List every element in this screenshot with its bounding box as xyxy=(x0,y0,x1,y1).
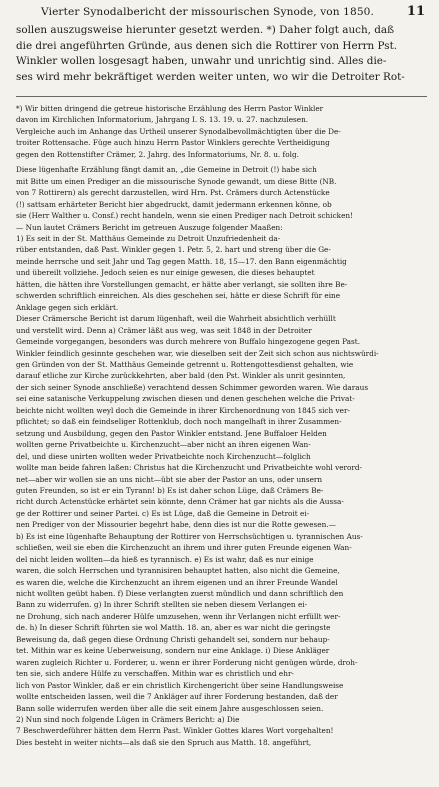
footnote-line: ten sie, sich andere Hülfe zu verschaffen. Mithin war es christlich und ehr- xyxy=(16,669,294,679)
footnote-line: lich von Pastor Winkler, daß er ein christlich Kirchengericht über seine Handlungsweise xyxy=(16,680,344,690)
footnote-line: de. h) In dieser Schrift führten sie wol Matth. 18. an, aber es war nicht die geringste xyxy=(16,623,331,633)
footnote-line: waren zugleich Richter u. Forderer, u. wenn er ihrer Forderung nicht genügen würde, droh- xyxy=(16,657,358,667)
running-head xyxy=(16,3,427,21)
footnote-line: 2) Nun sind noch folgende Lügen in Crämers Bericht: a) Die xyxy=(16,715,240,725)
footnote-line: richt durch Actenstücke erhärtet sein könnte, denn Crämer hat gar nichts als die Aussa- xyxy=(16,497,344,507)
footnote-line: ge der Rottirer und seiner Partei. c) Es ist Lüge, daß die Gemeine in Detroit ei- xyxy=(16,508,310,518)
footnote-line: 1) Es seit in der St. Matthäus Gemeinde zu Detroit Unzufriedenheit da- xyxy=(16,233,281,243)
footnote-line: schließen, weil sie eben die Kirchenzucht an ihrem und ihrer guten Freunde eigenen Wan- xyxy=(16,543,352,553)
running-head-title: Vierter Synodalbericht der missourischen Synode, von 1850. xyxy=(41,6,374,18)
footnote-line: *) Wir bitten dringend die getreue historische Erzählung des Herrn Pastor Winkler xyxy=(16,104,324,113)
footnote-line: Diese lügenhafte Erzählung fängt damit an, „die Gemeine in Detroit (!) habe sich xyxy=(16,165,317,175)
footnote-line: del nicht leiden wollten—da hieß es tyrannisch. e) Es ist wahr, daß es nur einige xyxy=(16,554,314,564)
footnote-line: rüber entstanden, daß Past. Winkler gegen 1. Petr. 5, 2. hart und streng über die Ge- xyxy=(16,245,331,255)
text-line: die drei angeführten Gründe, aus denen sich die Rottirer von Herrn Pst. xyxy=(16,39,398,52)
footnote-line: Vergleiche auch im Anhange das Urtheil unserer Synodalbevollmächtigten über die De- xyxy=(16,126,341,136)
footnote-line: pflichtet; so daß ein feindseliger Rottenklub, doch noch mangelhaft in ihrer Zusammen- xyxy=(16,417,342,427)
footnote-line: wollte man beide fahren laßen: Christus hat die Kirchenzucht und Privatbeichte wohl verord- xyxy=(16,463,363,473)
footnote-line: wollten gerne Privatbeichte u. Kirchenzucht—aber nicht an ihren eigenen Wan- xyxy=(16,440,311,450)
footnote-line: der sich seiner Synode anschließe) verachtend dessen Schimmer geworden waren. Wie daraus xyxy=(16,382,369,392)
footnote-line: b) Es ist eine lügenhafte Behauptung der Rottirer von Herrschsüchtigen u. tyrannischen Aus- xyxy=(16,531,363,541)
footnote-line: schwerden schriftlich einreichen. Als dies geschehen sei, hätte er diese Schrift für eine xyxy=(16,291,341,301)
footnote-line: davon im Kirchlichen Informatorium, Jahrgang I. S. 13. 19. u. 27. nachzulesen. xyxy=(16,115,309,125)
footnote-line: (!) sattsam erhärteter Bericht hier abgedruckt, damit jedermann erkennen könne, ob xyxy=(16,199,332,209)
footnote-line: — Nun lautet Crämers Bericht im getreuen Auszuge folgender Maaßen: xyxy=(16,222,283,232)
footnote-line: guten Freunden, so ist er ein Tyrann! b) Es ist daher schon Lüge, daß Crämers Be- xyxy=(16,485,324,495)
footnote-line: setzung und Ausbildung, gegen den Pastor Winkler entstand. Jene Buffaloer Helden xyxy=(16,428,327,438)
footnote-line: gegen den Rottenstifter Crämer, 2. Jahrg. des Informatoriums, Nr. 8. u. folg. xyxy=(16,149,299,159)
text-line: sollen auszugsweise hierunter gesetzt werden. *) Daher folgt auch, daß xyxy=(16,24,395,36)
footnote-line: ne Drohung, sich nach anderer Hülfe umzusehen, wenn ihr Verlangen nicht erfüllt wer- xyxy=(16,611,341,621)
footnote-line: sei eine satanische Verkuppelung zwischen diesen und denen geschehen welche die Privat- xyxy=(16,394,355,404)
main-text xyxy=(16,23,427,85)
text-line: ses wird mehr bekräftiget werden weiter unten, wo wir die Detroiter Rot- xyxy=(16,70,405,83)
footnote-line: Gemeinde vorgegangen, besonders was durch mehrere von Buffalo hingezogene gegen Past. xyxy=(16,337,361,347)
footnote-line: gen Gründen von der St. Matthäus Gemeinde getrennt u. Rottengottesdienst gehalten, wie xyxy=(16,359,354,369)
text-line: Winkler wollen losgesagt haben, unwahr und unrichtig sind. Alles die- xyxy=(16,55,387,67)
page-number: 11 xyxy=(406,4,425,19)
footnote-line: Winkler feindlich gesinnte geschehen war, wie dieselben seit der Zeit sich schon aus nichtswürdi- xyxy=(16,348,379,358)
footnote-line: darauf etliche zur Kirche zurückkehrten, aber bald (den Pst. Winkler als unrit gesinnten, xyxy=(16,371,346,381)
footnote-line: Beweisung da, daß gegen diese Ordnung Christi gehandelt sei, sondern nur behaup- xyxy=(16,634,330,644)
footnote-line: Bann zu widerrufen. g) In ihrer Schrift stellten sie neben diesem Verlangen ei- xyxy=(16,600,308,610)
footnote-line: und übereilt vollziehe. Jedoch seien es nur einige gewesen, die dieses behauptet xyxy=(16,268,315,278)
footnote-line: waren, die solch Herrschen und tyrannisiren behauptet hatten, also nicht die Gemeine, xyxy=(16,566,340,576)
footnote-line: net—aber wir wollen sie an uns nicht—übt sie aber der Pastor an uns, oder unsern xyxy=(16,474,323,484)
footnote-line: beichte nicht wollten weyl doch die Gemeinde in ihrer Kirchenordnung von 1845 sich ver- xyxy=(16,405,350,415)
footnote-line: troiter Rottensache. Füge auch hinzu Herrn Pastor Winklers gerechte Vertheidigung xyxy=(16,138,330,148)
footnote-line: Dies besteht in weiter nichts—als daß sie den Spruch aus Matth. 18. angeführt, xyxy=(16,737,312,747)
footnote-line: es waren die, welche die Kirchenzucht an ihrem eigenen und an ihrer Freunde Wandel xyxy=(16,577,338,587)
footnote-line: del, und diese unirten wollten weder Privatbeichte noch Kirchenzucht—folglich xyxy=(16,451,311,461)
footnote-line: Dieser Crämersche Bericht ist darum lügenhaft, weil die Wahrheit absichtlich verhüllt xyxy=(16,314,336,324)
footnote-separator xyxy=(16,96,427,97)
footnote-line: sie (Herr Walther u. Consf.) recht handeln, wenn sie einen Prediger nach Detroit schicken! xyxy=(16,211,354,221)
footnote-line: und verstellt wird. Denn a) Crämer läßt aus weg, was seit 1848 in der Detroiter xyxy=(16,325,312,335)
footnote-line: hätten, die hätten ihre Vorstellungen gemacht, er hätte aber verlangt, sie sollten ihre Be- xyxy=(16,279,348,289)
footnote-line: wollte entscheiden lassen, weil die 7 Ankläger auf ihrer Forderung bestanden, daß der xyxy=(16,692,338,702)
footnote-line: tet. Mithin war es keine Ueberweisung, sondern nur eine Anklage. i) Diese Ankläger xyxy=(16,646,330,656)
footnote-line: Anklage gegen sich erklärt. xyxy=(16,302,119,312)
footnote xyxy=(16,103,427,748)
footnote-line: nicht wollten geübt haben. f) Diese verlangten zuerst mündlich und dann schriftlich den xyxy=(16,589,344,599)
footnote-line: mit Bitte um einen Prediger an die missourische Synode gewandt, um diese Bitte (NB. xyxy=(16,176,337,186)
footnote-line: meinde herrsche und seit Jahr und Tag gegen Matth. 18, 15—17. den Bann eigenmächtig xyxy=(16,256,347,266)
footnote-line: nen Prediger von der Missourier begehrt habe, denn dies ist nur die Rotte gewesen.— xyxy=(16,520,336,530)
footnote-line: 7 Beschwerdeführer hätten dem Herrn Past. Winkler Gottes klares Wort vorgehalten! xyxy=(16,726,334,736)
footnote-line: von 7 Rottirern) als gerecht darzustellen, wird Hrn. Pst. Crämers durch Actenstücke xyxy=(16,188,330,198)
footnote-line: Bann solle widerrufen werden über alle die seit einem Jahre ausgeschlossen seien. xyxy=(16,703,324,713)
